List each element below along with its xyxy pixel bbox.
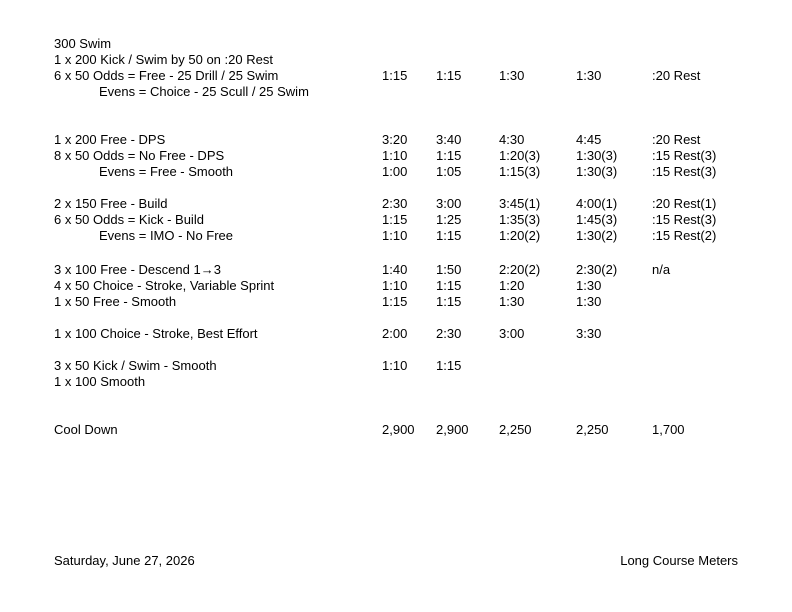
interval-group-4: 1:45(3) [576,212,618,227]
interval-group-1: 1:15 [382,68,408,83]
interval-group-4: 1:30 [576,278,602,293]
total-group-3: 2,250 [499,422,532,437]
interval-group-3: 1:35(3) [499,212,541,227]
set-description: Evens = Free - Smooth [99,164,234,179]
interval-group-4: 1:30(3) [576,148,618,163]
total-group-5: 1,700 [652,422,685,437]
interval-group-4: 1:30(3) [576,164,618,179]
total-group-1: 2,900 [382,422,415,437]
interval-group-3: 1:30 [499,68,525,83]
interval-group-2: 1:15 [436,278,462,293]
interval-group-5: :20 Rest(1) [652,196,717,211]
set-description: 300 Swim [54,36,112,51]
interval-group-5: :20 Rest [652,132,701,147]
interval-group-2: 1:15 [436,294,462,309]
course-type: Long Course Meters [620,553,738,568]
interval-group-3: 1:20(2) [499,228,541,243]
interval-group-2: 2:30 [436,326,462,341]
interval-group-3: 1:20(3) [499,148,541,163]
workout-row [0,52,792,68]
totals-row [0,422,792,438]
workout-date: Saturday, June 27, 2026 [54,553,195,568]
total-group-4: 2,250 [576,422,609,437]
interval-group-4: 1:30 [576,68,602,83]
interval-group-4: 1:30(2) [576,228,618,243]
interval-group-1: 1:10 [382,228,408,243]
interval-group-1: 1:10 [382,278,408,293]
interval-group-1: 1:15 [382,212,408,227]
set-description: 2 x 150 Free - Build [54,196,168,211]
set-description: 1 x 50 Free - Smooth [54,294,177,309]
workout-row [0,36,792,52]
set-description: Evens = Choice - 25 Scull / 25 Swim [99,84,309,99]
workout-row [0,164,792,180]
interval-group-5: :15 Rest(3) [652,164,717,179]
interval-group-5: :15 Rest(2) [652,228,717,243]
workout-row [0,294,792,310]
interval-group-1: 1:15 [382,294,408,309]
workout-row [0,132,792,148]
interval-group-1: 3:20 [382,132,408,147]
interval-group-3: 3:00 [499,326,525,341]
set-description: 6 x 50 Odds = Kick - Build [54,212,204,227]
interval-group-2: 1:15 [436,68,462,83]
interval-group-2: 1:50 [436,262,462,277]
interval-group-2: 1:15 [436,148,462,163]
workout-row [0,262,792,278]
set-description: 1 x 100 Smooth [54,374,146,389]
workout-row [0,148,792,164]
interval-group-3: 1:20 [499,278,525,293]
interval-group-2: 3:40 [436,132,462,147]
workout-row [0,374,792,390]
set-description: 1 x 100 Choice - Stroke, Best Effort [54,326,258,341]
set-description: 4 x 50 Choice - Stroke, Variable Sprint [54,278,275,293]
workout-row [0,278,792,294]
interval-group-5: :15 Rest(3) [652,148,717,163]
set-description: 3 x 50 Kick / Swim - Smooth [54,358,217,373]
interval-group-4: 1:30 [576,294,602,309]
interval-group-2: 1:15 [436,358,462,373]
total-group-2: 2,900 [436,422,469,437]
interval-group-3: 2:20(2) [499,262,541,277]
interval-group-4: 2:30(2) [576,262,618,277]
interval-group-3: 3:45(1) [499,196,541,211]
interval-group-3: 1:30 [499,294,525,309]
set-description: Evens = IMO - No Free [99,228,234,243]
interval-group-2: 1:25 [436,212,462,227]
workout-row [0,212,792,228]
workout-row [0,326,792,342]
interval-group-1: 1:40 [382,262,408,277]
interval-group-5: n/a [652,262,671,277]
interval-group-2: 3:00 [436,196,462,211]
interval-group-3: 1:15(3) [499,164,541,179]
interval-group-2: 1:05 [436,164,462,179]
interval-group-2: 1:15 [436,228,462,243]
interval-group-5: :20 Rest [652,68,701,83]
workout-row [0,196,792,212]
set-description: 1 x 200 Kick / Swim by 50 on :20 Rest [54,52,273,67]
interval-group-4: 3:30 [576,326,602,341]
set-description: 8 x 50 Odds = No Free - DPS [54,148,225,163]
workout-row [0,228,792,244]
interval-group-4: 4:00(1) [576,196,618,211]
set-description: 3 x 100 Free - Descend 1→3 [54,262,221,277]
interval-group-1: 2:30 [382,196,408,211]
interval-group-5: :15 Rest(3) [652,212,717,227]
interval-group-1: 1:10 [382,358,408,373]
set-description: 6 x 50 Odds = Free - 25 Drill / 25 Swim [54,68,279,83]
interval-group-1: 2:00 [382,326,408,341]
workout-row [0,68,792,84]
workout-row [0,358,792,374]
interval-group-4: 4:45 [576,132,602,147]
interval-group-1: 1:00 [382,164,408,179]
cool-down-label: Cool Down [54,422,118,437]
workout-row [0,84,792,100]
set-description: 1 x 200 Free - DPS [54,132,166,147]
interval-group-3: 4:30 [499,132,525,147]
interval-group-1: 1:10 [382,148,408,163]
